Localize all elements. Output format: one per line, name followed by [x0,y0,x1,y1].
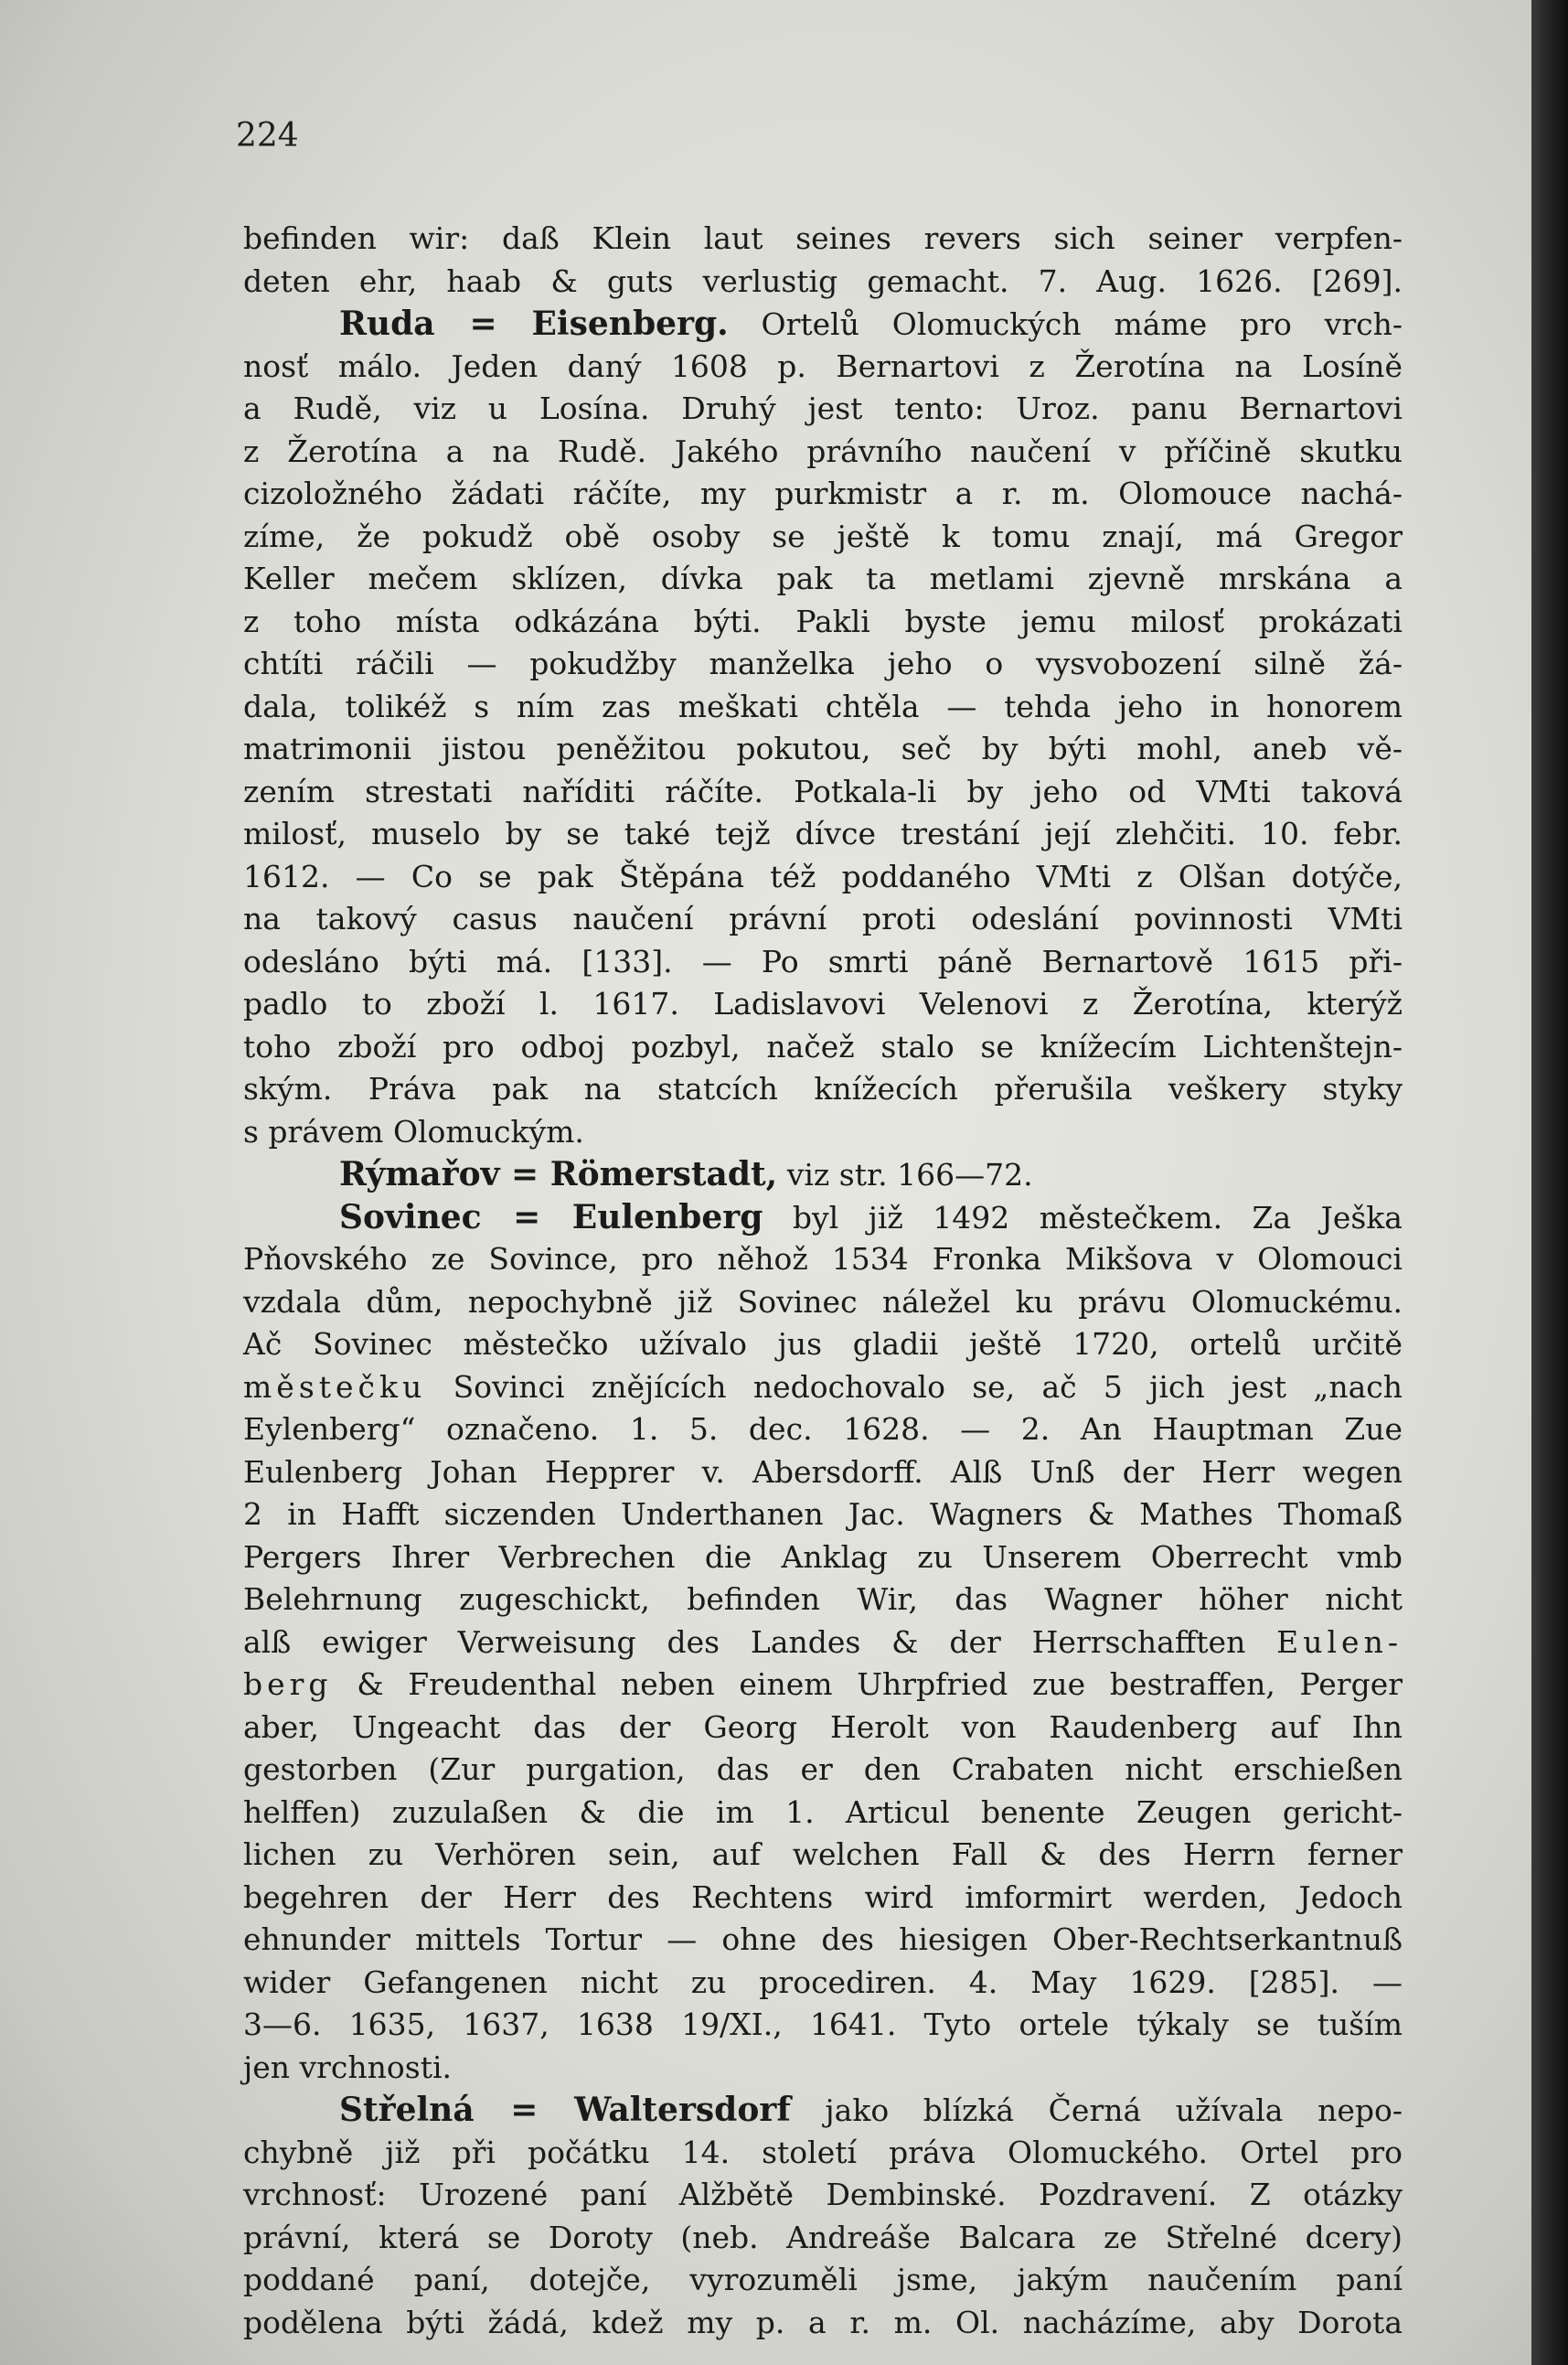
text-line [243,2217,1403,2260]
entry-heading: Střelná = Waltersdorf [339,2091,791,2129]
text-line [243,1493,1403,1536]
text-segment: 2 in Hafft siczenden Underthanen Jac. Wagners & Mathes Thomaß [243,1496,1403,1532]
text-line [243,983,1403,1026]
text-line [243,1962,1403,2005]
text-segment: a Rudě, viz u Losína. Druhý jest tento: Uroz. panu Bernartovi [243,391,1403,426]
text-segment: na takový casus naučení právní proti odeslání povinnosti VMti [243,901,1403,936]
text-line [243,728,1403,771]
text-segment: odesláno býti má. [133]. — Po smrti páně Bernartově 1615 při- [243,943,1403,979]
text-segment: ehnunder mittels Tortur — ohne des hiesigen Ober-Rechtserkantnuß [243,1921,1403,1957]
text-line [243,2259,1403,2302]
text-line [243,1153,1403,1196]
text-line [243,1451,1403,1494]
text-line [243,388,1403,431]
text-line [243,558,1403,601]
text-segment: deten ehr, haab & guts verlustig gemacht. 7. Aug. 1626. [269]. [243,262,1403,299]
text-segment: viz str. 166—72. [777,1157,1033,1193]
text-segment: lichen zu Verhören sein, auf welchen Fall & des Herrn ferner [243,1836,1403,1872]
text-line [243,643,1403,686]
text-segment: chybně již při počátku 14. století práva Olomuckého. Ortel pro [243,2134,1403,2170]
text-line [243,1877,1403,1920]
text-line [243,1792,1403,1835]
text-segment: ským. Práva pak na statcích knížecích přerušila veškery styky [243,1071,1403,1107]
page-edge-shadow [1531,0,1568,2365]
text-line [243,2132,1403,2175]
text-line [243,1578,1403,1621]
text-segment: jen vrchnosti. [243,2049,453,2085]
text-line [243,303,1403,346]
text-segment: z toho místa odkázána býti. Pakli byste jemu milosť prokázati [243,603,1403,639]
text-line [243,2174,1403,2217]
text-segment: s právem Olomuckým. [243,1113,584,1150]
text-segment: dala, tolikéž s ním zas meškati chtěla — tehda jeho in honorem [243,688,1403,724]
text-segment: 3—6. 1635, 1637, 1638 19/XI., 1641. Tyto ortele týkaly se tuším [243,2007,1403,2042]
text-segment: z Žerotína a na Rudě. Jakého právního naučení v příčině skutku [243,433,1403,469]
text-segment: befinden wir: daß Klein laut seines revers sich seiner verpfen- [243,220,1403,256]
text-segment: Pňovského ze Sovince, pro něhož 1534 Fronka Mikšova v Olomouci [243,1241,1403,1277]
text-line [243,1281,1403,1324]
text-segment: vzdala dům, nepochybně již Sovinec náležel ku právu Olomuckému. [243,1283,1403,1320]
text-segment: právní, která se Doroty (neb. Andreáše Balcara ze Střelné dcery) [243,2219,1403,2255]
text-line [243,2047,1403,2090]
text-segment: Sovinci znějících nedochovalo se, ač 5 jich jest „nach [426,1368,1403,1405]
text-line [243,1749,1403,1792]
text-line [243,856,1403,899]
text-segment: padlo to zboží l. 1617. Ladislavovi Velenovi z Žerotína, kterýž [243,986,1403,1022]
text-segment: nosť málo. Jeden daný 1608 p. Bernartovi z Žerotína na Losíně [243,348,1403,384]
text-segment: berg [243,1666,333,1702]
text-line [243,1408,1403,1451]
text-segment: vrchnosť: Urozené paní Alžbětě Dembinské. Pozdravení. Z otázky [243,2177,1403,2212]
text-line [243,1068,1403,1111]
text-segment: chtíti ráčili — pokudžby manželka jeho o vysvobození silně žá- [243,646,1403,681]
page-number: 224 [236,117,299,155]
text-line [243,2004,1403,2047]
text-line [243,898,1403,941]
text-segment: zíme, že pokudž obě osoby se ještě k tomu znají, má Gregor [243,518,1403,554]
text-segment: matrimonii jistou peněžitou pokutou, seč by býti mohl, aneb vě- [243,731,1403,766]
text-line [243,1238,1403,1281]
text-line [243,601,1403,644]
text-segment: poddané paní, dotejče, vyrozuměli jsme, jakým naučením paní [243,2262,1403,2297]
body-text [243,218,1403,2344]
text-line [243,431,1403,474]
text-line [243,1919,1403,1962]
text-segment: aber, Ungeacht das der Georg Herolt von Raudenberg auf Ihn [243,1708,1403,1745]
text-segment: Eulen- [1276,1623,1403,1660]
text-segment: byl již 1492 městečkem. Za Ješka [763,1199,1403,1236]
text-segment: městečku [243,1368,427,1405]
text-line [243,1196,1403,1239]
text-segment: 1612. — Co se pak Štěpána též poddaného VMti z Olšan dotýče, [243,858,1403,894]
text-line [243,1111,1403,1154]
text-line [243,813,1403,856]
text-line [243,261,1403,304]
text-segment: milosť, muselo by se také tejž dívce trestání její zlehčiti. 10. febr. [243,816,1403,851]
text-line [243,473,1403,516]
text-segment: begehren der Herr des Rechtens wird imformirt werden, Jedoch [243,1878,1403,1915]
text-line [243,941,1403,984]
entry-heading: Ruda = Eisenberg. [339,305,729,343]
text-segment: toho zboží pro odboj pozbyl, načež stalo se knížecím Lichtenštejn- [243,1028,1403,1065]
text-segment: jako blízká Černá užívala nepo- [790,2092,1403,2128]
text-line [243,1834,1403,1877]
entry-heading: Sovinec = Eulenberg [339,1197,763,1236]
text-line [243,2302,1403,2345]
text-segment: Eylenberg“ označeno. 1. 5. dec. 1628. — 2. An Hauptman Zue [243,1411,1403,1447]
text-segment: Eulenberg Johan Hepprer v. Abersdorff. Alß Unß der Herr wegen [243,1453,1403,1490]
text-segment: Ortelů Olomuckých máme pro vrch- [728,306,1403,342]
text-segment: Ač Sovinec městečko užívalo jus gladii ještě 1720, ortelů určitě [243,1326,1403,1362]
text-line [243,1707,1403,1750]
text-segment: podělena býti žádá, kdež my p. a r. m. Ol. nacházíme, aby Dorota [243,2304,1403,2340]
text-line [243,346,1403,389]
text-line [243,218,1403,261]
text-line [243,1536,1403,1579]
text-line [243,1026,1403,1069]
text-segment: helffen) zuzulaßen & die im 1. Articul benente Zeugen gericht- [243,1793,1403,1830]
text-line [243,1621,1403,1664]
text-line [243,516,1403,559]
text-segment: & Freudenthal neben einem Uhrpfried zue bestraffen, Perger [332,1666,1403,1702]
text-segment: Belehrnung zugeschickt, befinden Wir, das Wagner höher nicht [243,1581,1403,1617]
entry-heading: Rýmařov = Römerstadt, [339,1155,778,1193]
text-line [243,2089,1403,2132]
text-line [243,1323,1403,1366]
text-segment: alß ewiger Verweisung des Landes & der Herrschafften [243,1623,1277,1660]
text-line [243,771,1403,814]
text-line [243,1366,1403,1409]
text-segment: wider Gefangenen nicht zu procediren. 4. May 1629. [285]. — [243,1964,1403,2000]
text-segment: Pergers Ihrer Verbrechen die Anklag zu Unserem Oberrecht vmb [243,1538,1403,1575]
text-line [243,1664,1403,1707]
text-segment: Keller mečem sklízen, dívka pak ta metlami zjevně mrskána a [243,561,1403,596]
text-segment: zením strestati naříditi ráčíte. Potkala-li by jeho od VMti taková [243,773,1403,809]
text-segment: cizoložného žádati ráčíte, my purkmistr a r. m. Olomouce nachá- [243,476,1403,511]
text-line [243,686,1403,729]
text-segment: gestorben (Zur purgation, das er den Crabaten nicht erschießen [243,1751,1403,1787]
